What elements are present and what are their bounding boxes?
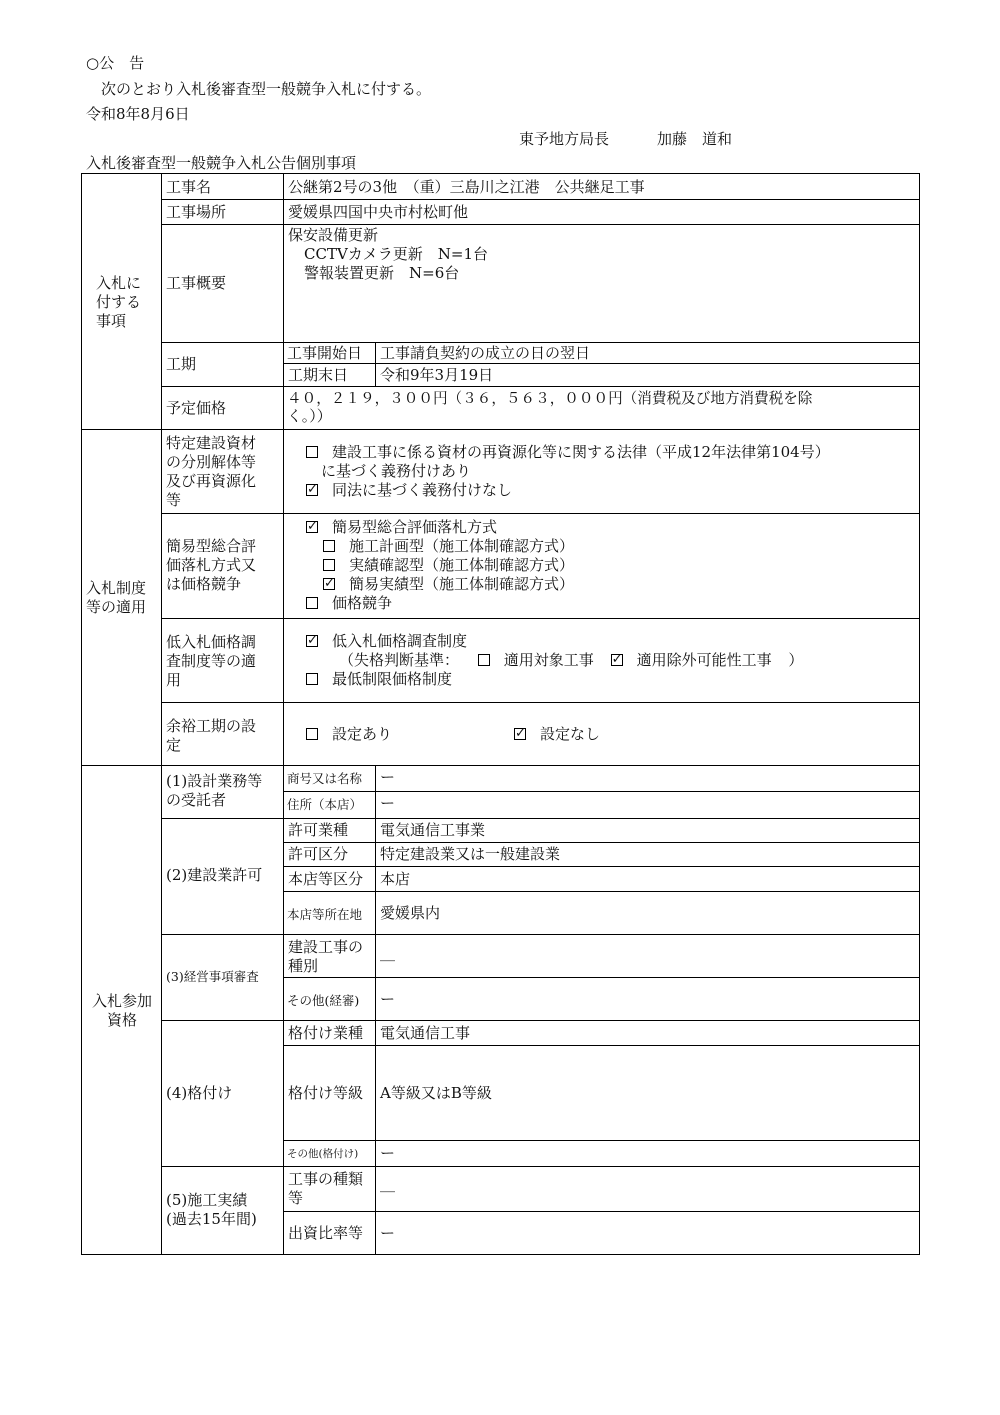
eval-option-construction-plan[interactable]: 施工計画型（施工体制確認方式） xyxy=(323,537,574,556)
outline-label: 工事概要 xyxy=(166,274,227,292)
section-label-bid-items: 入札に 付する 事項 xyxy=(96,274,142,330)
checkbox-recycle-not-required[interactable] xyxy=(306,484,318,496)
start-date-value: 工事請負契約の成立の日の翌日 xyxy=(380,344,591,362)
rank-type-label: 格付け業種 xyxy=(288,1024,364,1042)
recycle-option-required[interactable]: 建設工事に係る資材の再資源化等に関する法律（平成12年法律第104号） xyxy=(306,443,830,462)
issuer-title: 東予地方局長 xyxy=(519,130,610,148)
checkbox-low-bid-survey[interactable] xyxy=(306,635,318,647)
outline-line-2: CCTVカメラ更新 N=1台 xyxy=(304,245,489,263)
notice-body: 次のとおり入札後審査型一般競争入札に付する。 xyxy=(101,80,432,98)
exam-other-label: その他(経審) xyxy=(287,993,360,1008)
outline-line-1: 保安設備更新 xyxy=(288,226,379,244)
eval-option-comprehensive[interactable]: ✓簡易型総合評価落札方式 xyxy=(306,518,497,537)
spare-period-label: 余裕工期の設 定 xyxy=(166,717,257,754)
issuer-name: 加藤 道和 xyxy=(657,130,733,148)
section-label-qualification: 入札参加 資格 xyxy=(91,992,152,1029)
eval-option-record-check[interactable]: 実績確認型（施工体制確認方式） xyxy=(323,556,574,575)
end-date-label: 工期末日 xyxy=(288,366,349,384)
table-caption: 入札後審査型一般競争入札公告個別事項 xyxy=(86,154,357,172)
license-class-label: 許可区分 xyxy=(288,845,349,863)
checkbox-eval-record-check[interactable] xyxy=(323,559,335,571)
disqualification-criteria: （失格判断基準： 適用対象工事 ✓ 適用除外可能性工事 ） xyxy=(339,651,803,670)
checkbox-excludable-work[interactable] xyxy=(611,654,623,666)
investment-ratio-label: 出資比率等 xyxy=(288,1224,364,1242)
checkbox-eval-construction-plan[interactable] xyxy=(323,540,335,552)
work-name-value: 公継第2号の3他 （重）三島川之江港 公共継足工事 xyxy=(288,178,645,196)
checkbox-recycle-required[interactable] xyxy=(306,446,318,458)
rank-grade-label: 格付け等級 xyxy=(288,1084,364,1102)
exam-other-value: ー xyxy=(380,990,396,1008)
recycle-option-not-required[interactable]: ✓同法に基づく義務付けなし xyxy=(306,481,512,500)
eval-option-simple-record[interactable]: ✓簡易実績型（施工体制確認方式） xyxy=(323,575,574,594)
recycle-label: 特定建設資材 の分別解体等 及び再資源化 等 xyxy=(166,434,257,509)
notice-title: ○公 告 xyxy=(86,54,145,72)
exam-kind-label: 建設工事の 種別 xyxy=(288,938,364,975)
checkbox-eval-comprehensive[interactable] xyxy=(306,521,318,533)
checkbox-spare-none[interactable] xyxy=(514,728,526,740)
performance-label: (5)施工実績 (過去15年間) xyxy=(166,1191,257,1228)
notice-date: 令和8年8月6日 xyxy=(86,105,190,123)
section-label-bid-system: 入札制度 等の適用 xyxy=(86,579,147,616)
price-value-line-2: く。）） xyxy=(287,407,332,425)
license-type-value: 電気通信工事業 xyxy=(380,821,486,839)
price-value-line-1: ４０，２１９，３００円（３６，５６３，０００円（消費税及び地方消費税を除 xyxy=(287,390,813,407)
license-class-value: 特定建設業又は一般建設業 xyxy=(380,845,561,863)
design-address-label: 住所（本店） xyxy=(287,797,363,812)
design-contractor-label: (1)設計業務等 の受託者 xyxy=(166,772,263,809)
min-price-option[interactable]: 最低制限価格制度 xyxy=(306,670,452,689)
performance-kind-value: ＿ xyxy=(380,1176,396,1194)
eval-option-price[interactable]: 価格競争 xyxy=(306,594,392,613)
checkbox-eval-simple-record[interactable] xyxy=(323,578,335,590)
design-address-value: ー xyxy=(380,794,396,812)
low-bid-survey-option[interactable]: ✓低入札価格調査制度 xyxy=(306,632,467,651)
performance-kind-label: 工事の種類 等 xyxy=(288,1170,364,1207)
license-location-value: 愛媛県内 xyxy=(380,904,441,922)
period-label: 工期 xyxy=(166,355,197,373)
rank-grade-value: A等級又はB等級 xyxy=(380,1084,492,1102)
checkbox-min-price[interactable] xyxy=(306,673,318,685)
rank-type-value: 電気通信工事 xyxy=(380,1024,471,1042)
recycle-option-required-cont: に基づく義務付けあり xyxy=(321,462,472,480)
license-label: (2)建設業許可 xyxy=(166,866,263,884)
end-date-value: 令和9年3月19日 xyxy=(380,366,494,384)
design-name-label: 商号又は名称 xyxy=(287,771,363,786)
management-exam-label: (3)経営事項審査 xyxy=(166,969,259,984)
price-label: 予定価格 xyxy=(166,399,227,417)
location-label: 工事場所 xyxy=(166,203,227,221)
spare-option-set[interactable]: 設定あり xyxy=(306,725,392,744)
location-value: 愛媛県四国中央市村松町他 xyxy=(288,203,469,221)
rank-label: (4)格付け xyxy=(166,1084,233,1102)
license-type-label: 許可業種 xyxy=(288,821,349,839)
spare-option-none[interactable]: ✓ 設定なし xyxy=(514,725,600,744)
license-office-value: 本店 xyxy=(380,870,411,888)
design-name-value: ー xyxy=(380,768,396,786)
license-location-label: 本店等所在地 xyxy=(287,907,363,922)
start-date-label: 工事開始日 xyxy=(287,344,363,362)
checkbox-applicable-work[interactable] xyxy=(478,654,490,666)
checkbox-spare-set[interactable] xyxy=(306,728,318,740)
exam-kind-value: ＿ xyxy=(380,945,396,963)
checkbox-eval-price[interactable] xyxy=(306,597,318,609)
rank-other-value: ー xyxy=(380,1144,396,1162)
rank-other-label: その他(格付け) xyxy=(287,1148,359,1160)
low-bid-label: 低入札価格調 査制度等の適 用 xyxy=(166,633,257,689)
work-name-label: 工事名 xyxy=(166,178,212,196)
outline-line-3: 警報装置更新 N=6台 xyxy=(304,264,460,282)
evaluation-label: 簡易型総合評 価落札方式又 は価格競争 xyxy=(166,537,257,593)
investment-ratio-value: ー xyxy=(380,1224,396,1242)
license-office-label: 本店等区分 xyxy=(288,870,364,888)
